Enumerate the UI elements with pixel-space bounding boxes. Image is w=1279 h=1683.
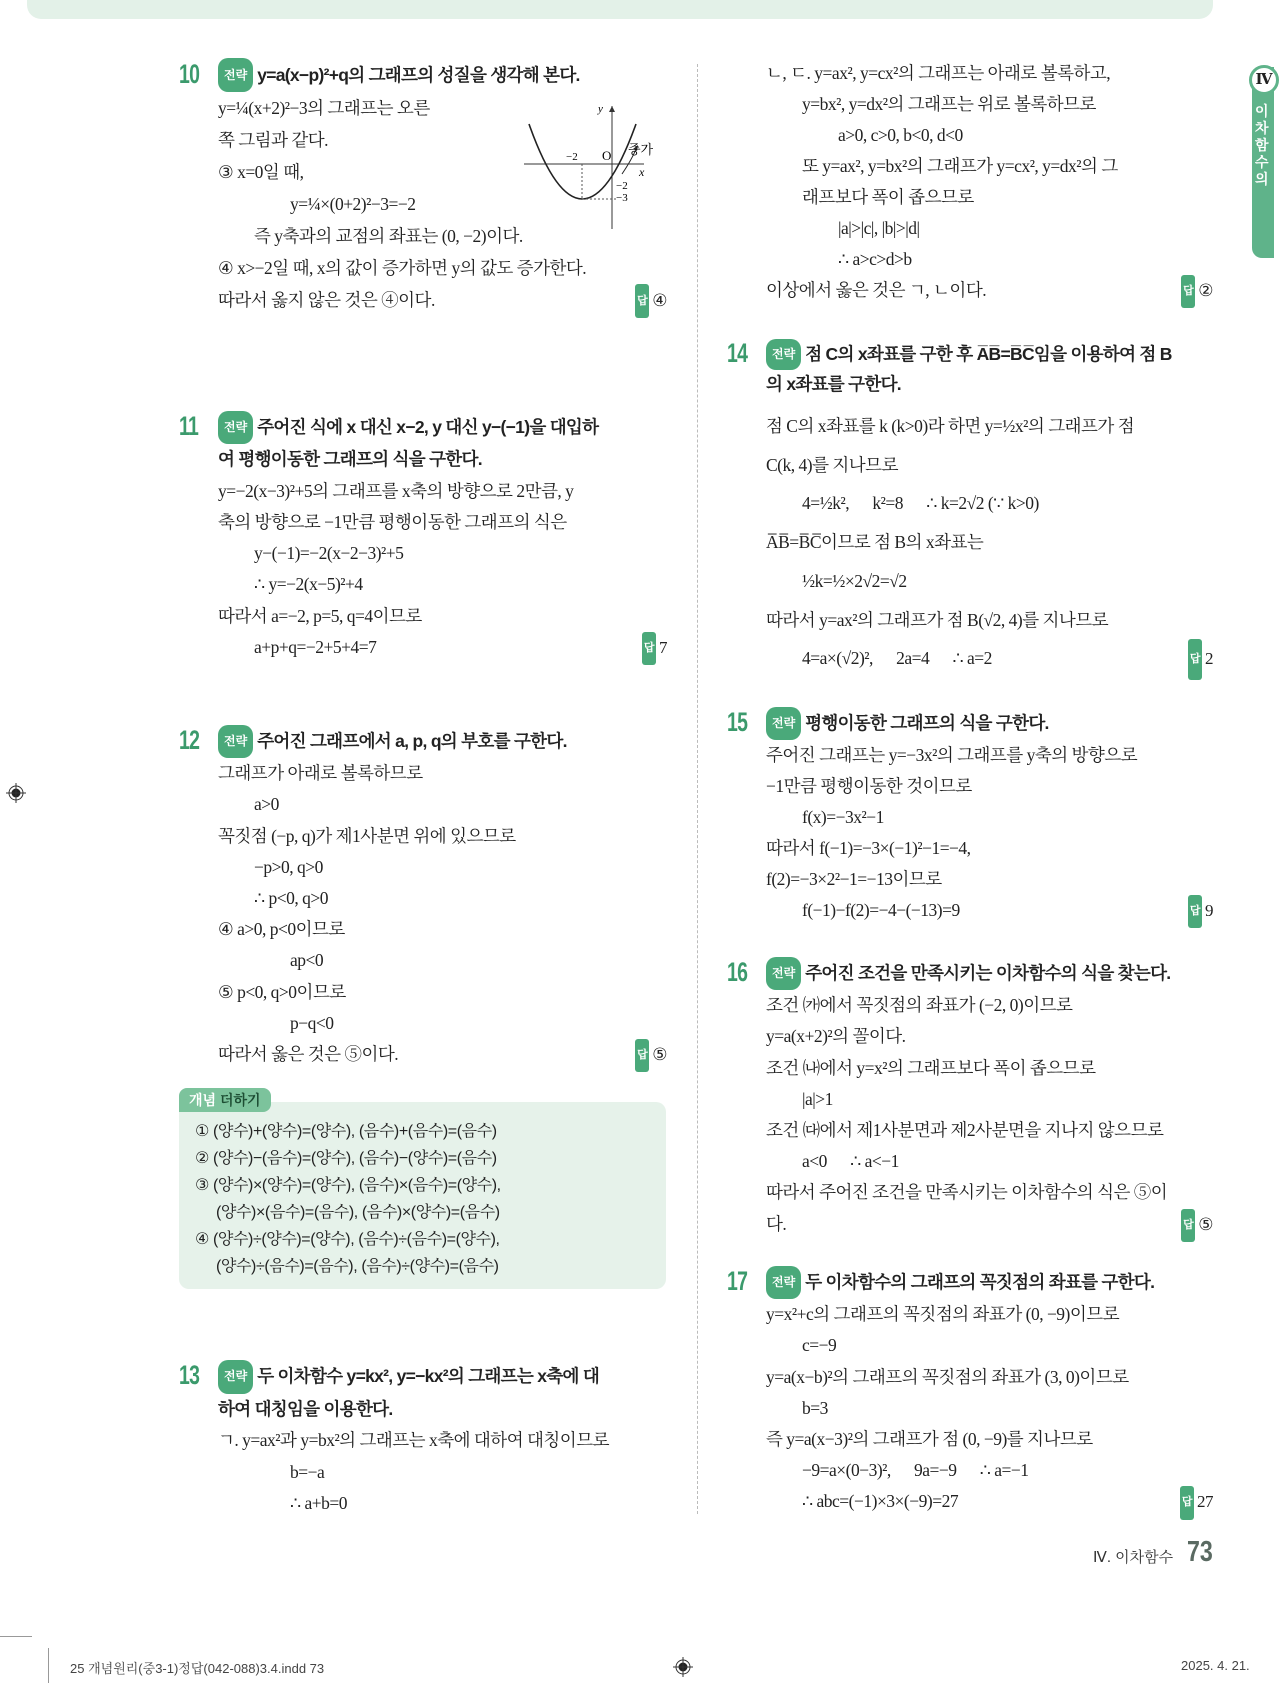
registration-mark-icon bbox=[673, 1657, 693, 1677]
solution-line bbox=[179, 252, 667, 284]
strategy-badge: 전략 bbox=[218, 1360, 253, 1394]
line-text: 축의 방향으로 −1만큼 평행이동한 그래프의 식은 bbox=[218, 511, 567, 532]
answer-icon: 답 bbox=[1188, 639, 1202, 680]
line-text: ㄱ. y=ax²과 y=bx²의 그래프는 x축에 대하여 대칭이므로 bbox=[218, 1430, 610, 1450]
solution-14-header bbox=[727, 339, 1213, 399]
line-text: ④ a>0, p<0이므로 bbox=[218, 919, 345, 940]
solution-line bbox=[179, 883, 667, 914]
line-text: 점 C의 x좌표를 구한 후 A̅B̅=B̅C̅임을 이용하여 점 B bbox=[805, 344, 1172, 364]
line-text: ∴ a>c>d>b bbox=[838, 249, 912, 269]
line-text: a+p+q=−2+5+4=7 bbox=[254, 637, 377, 658]
line-text: a<0 ∴ a<−1 bbox=[802, 1151, 899, 1172]
line-text: 주어진 조건을 만족시키는 이차함수의 식을 찾는다. bbox=[805, 963, 1171, 983]
strategy-badge: 전략 bbox=[218, 725, 253, 758]
solution-line bbox=[179, 1488, 667, 1520]
solution-line bbox=[727, 1424, 1213, 1455]
parabola-graph-10 bbox=[524, 104, 674, 254]
solution-line bbox=[727, 802, 1213, 833]
problem-number: 10 bbox=[179, 59, 200, 89]
line-text: ∴ a+b=0 bbox=[290, 1493, 348, 1513]
concept-line: ③ (양수)×(양수)=(양수), (음수)×(음수)=(양수), bbox=[195, 1177, 501, 1194]
answer-icon: 답 bbox=[642, 632, 656, 665]
solution-line bbox=[179, 821, 667, 852]
line-text: f(2)=−3×2²−1=−13이므로 bbox=[766, 869, 942, 889]
concept-tab-label2: 더하기 bbox=[219, 1092, 261, 1108]
line-text: 조건 ㈏에서 y=x²의 그래프보다 폭이 좁으므로 bbox=[766, 1057, 1096, 1078]
line-text: 의 x좌표를 구한다. bbox=[766, 374, 901, 394]
line-text: 두 이차함수 y=kx², y=−kx²의 그래프는 x축에 대 bbox=[257, 1366, 600, 1386]
solution-line bbox=[727, 1146, 1213, 1177]
line-text: ㄴ, ㄷ. y=ax², y=cx²의 그래프는 아래로 볼록하고, bbox=[766, 63, 1111, 83]
solution-line bbox=[727, 523, 1213, 562]
answer-value: ② bbox=[1198, 281, 1213, 300]
increase-label: 증가 bbox=[628, 142, 654, 157]
line-text: C(k, 4)를 지나므로 bbox=[766, 454, 898, 475]
solution-line bbox=[727, 1021, 1213, 1052]
answer-icon: 답 bbox=[635, 1039, 649, 1072]
solution-line bbox=[179, 632, 667, 663]
line-text: b=3 bbox=[802, 1397, 828, 1418]
line-text: 래프보다 폭이 좁으므로 bbox=[802, 187, 974, 207]
line-text: 즉 y=a(x−3)²의 그래프가 점 (0, −9)를 지나므로 bbox=[766, 1429, 1093, 1450]
solution-line bbox=[727, 1455, 1213, 1486]
concept-line: ① (양수)+(양수)=(양수), (음수)+(음수)=(음수) bbox=[195, 1123, 497, 1140]
crop-mark bbox=[0, 1636, 32, 1637]
concept-tab-label1: 개념 bbox=[189, 1092, 217, 1108]
line-text: 4=a×(√2)², 2a=4 ∴ a=2 bbox=[802, 648, 992, 669]
line-text: f(−1)−f(2)=−4−(−13)=9 bbox=[802, 900, 960, 920]
line-text: −p>0, q>0 bbox=[254, 856, 323, 877]
strategy-badge: 전략 bbox=[218, 58, 253, 92]
line-text: y=a(x−p)²+q의 그래프의 성질을 생각해 본다. bbox=[257, 65, 580, 85]
line-text: y=¼(x+2)²−3의 그래프는 오른 bbox=[218, 98, 430, 118]
solution-line bbox=[727, 120, 1213, 151]
line-text: 조건 ㈎에서 꼭짓점의 좌표가 (−2, 0)이므로 bbox=[766, 995, 1073, 1016]
chapter-numeral: Ⅳ bbox=[1249, 65, 1279, 95]
solution-line bbox=[179, 569, 667, 600]
line-text: ⑤ p<0, q>0이므로 bbox=[218, 981, 346, 1002]
line-text: f(x)=−3x²−1 bbox=[802, 807, 884, 827]
line-text: |a|>|c|, |b|>|d| bbox=[838, 218, 920, 238]
solution-line bbox=[727, 484, 1213, 523]
solution-line bbox=[727, 1115, 1213, 1146]
line-text: −9=a×(0−3)², 9a=−9 ∴ a=−1 bbox=[802, 1460, 1029, 1481]
line-text: 따라서 a=−2, p=5, q=4이므로 bbox=[218, 605, 422, 626]
strategy-line bbox=[727, 339, 1213, 370]
page-number: 73 bbox=[1187, 1536, 1213, 1568]
line-text: |a|>1 bbox=[802, 1088, 833, 1109]
solution-line bbox=[727, 1209, 1213, 1240]
strategy-line bbox=[727, 370, 1213, 399]
problem-number: 15 bbox=[727, 707, 748, 737]
solution-line bbox=[727, 182, 1213, 213]
answer-value: 7 bbox=[659, 638, 667, 658]
concept-line: ② (양수)−(음수)=(양수), (음수)−(양수)=(음수) bbox=[195, 1150, 497, 1167]
solution-17 bbox=[727, 1266, 1213, 1518]
solution-line bbox=[727, 446, 1213, 485]
print-slug-date: 2025. 4. 21. bbox=[1181, 1658, 1250, 1673]
line-text: 주어진 그래프는 y=−3x²의 그래프를 y축의 방향으로 bbox=[766, 745, 1138, 765]
solution-12 bbox=[179, 725, 667, 1070]
solution-line bbox=[727, 275, 1213, 306]
line-text: ∴ y=−2(x−5)²+4 bbox=[254, 574, 363, 595]
line-text: ∴ p<0, q>0 bbox=[254, 888, 328, 909]
solution-line bbox=[727, 771, 1213, 802]
line-text: 다. bbox=[766, 1213, 787, 1234]
solution-line bbox=[179, 1425, 667, 1457]
strategy-line bbox=[727, 1266, 1213, 1299]
problem-number: 13 bbox=[179, 1360, 200, 1390]
answer-icon: 답 bbox=[1181, 275, 1195, 308]
answer bbox=[1181, 1209, 1213, 1242]
line-text: A̅B̅=B̅C̅이므로 점 B의 x좌표는 bbox=[766, 532, 984, 553]
line-text: a>0 bbox=[254, 794, 279, 815]
top-header-bar bbox=[27, 0, 1213, 19]
solution-line bbox=[179, 914, 667, 945]
solution-line bbox=[179, 977, 667, 1008]
solution-line bbox=[179, 1457, 667, 1489]
line-text: 여 평행이동한 그래프의 식을 구한다. bbox=[218, 449, 482, 470]
strategy-line bbox=[179, 411, 667, 444]
strategy-line bbox=[727, 957, 1213, 990]
line-text: −1만큼 평행이동한 것이므로 bbox=[766, 776, 972, 796]
answer-icon: 답 bbox=[1181, 1209, 1195, 1242]
answer-icon: 답 bbox=[635, 284, 649, 318]
concept-plus-box bbox=[179, 1088, 666, 1289]
problem-number: 12 bbox=[179, 725, 200, 755]
origin-label: O bbox=[602, 148, 612, 163]
solution-line bbox=[727, 1393, 1213, 1424]
solution-line bbox=[727, 833, 1213, 864]
x-tick: −2 bbox=[566, 151, 578, 163]
answer-icon: 답 bbox=[1188, 895, 1202, 928]
strategy-badge: 전략 bbox=[766, 957, 801, 990]
y-tick-minus2: −2 bbox=[616, 180, 628, 192]
strategy-line bbox=[179, 1360, 667, 1394]
y-axis-arrow-icon bbox=[609, 106, 615, 112]
solution-line bbox=[727, 89, 1213, 120]
solution-line bbox=[727, 864, 1213, 895]
solution-line bbox=[727, 895, 1213, 926]
problem-number: 17 bbox=[727, 1266, 748, 1296]
answer-value: 2 bbox=[1205, 649, 1213, 669]
solution-line bbox=[727, 562, 1213, 601]
chapter-label: 이차함수의 bbox=[1255, 103, 1269, 187]
solution-line bbox=[179, 1008, 667, 1039]
concept-line: (양수)÷(음수)=(음수), (음수)÷(양수)=(음수) bbox=[216, 1258, 499, 1275]
solution-14 bbox=[727, 407, 1213, 678]
line-text: ∴ abc=(−1)×3×(−9)=27 bbox=[802, 1491, 959, 1512]
registration-mark-icon bbox=[6, 783, 26, 803]
line-text: 조건 ㈐에서 제1사분면과 제2사분면을 지나지 않으므로 bbox=[766, 1120, 1164, 1141]
line-text: ③ x=0일 때, bbox=[218, 162, 304, 182]
solution-line bbox=[727, 151, 1213, 182]
strategy-line bbox=[727, 707, 1213, 740]
line-text: c=−9 bbox=[802, 1335, 837, 1356]
solution-line bbox=[179, 476, 667, 507]
solution-11 bbox=[179, 411, 667, 663]
x-label: x bbox=[639, 165, 645, 179]
solution-line bbox=[727, 1299, 1213, 1330]
solution-line bbox=[179, 284, 667, 316]
strategy-line bbox=[179, 725, 667, 758]
line-text: p−q<0 bbox=[290, 1012, 334, 1033]
solution-line bbox=[727, 639, 1213, 678]
problem-number: 16 bbox=[727, 957, 748, 987]
line-text: a>0, c>0, b<0, d<0 bbox=[838, 125, 963, 145]
answer-value: ⑤ bbox=[652, 1045, 667, 1065]
solution-line bbox=[727, 990, 1213, 1021]
problem-number: 11 bbox=[179, 411, 199, 441]
answer-value: 9 bbox=[1205, 901, 1213, 920]
line-text: 이상에서 옳은 것은 ㄱ, ㄴ이다. bbox=[766, 280, 987, 300]
line-text: 주어진 식에 x 대신 x−2, y 대신 y−(−1)을 대입하 bbox=[257, 417, 599, 437]
line-text: 따라서 y=ax²의 그래프가 점 B(√2, 4)를 지나므로 bbox=[766, 609, 1109, 630]
line-text: y=¼×(0+2)²−3=−2 bbox=[290, 194, 416, 214]
line-text: 또 y=ax², y=bx²의 그래프가 y=cx², y=dx²의 그 bbox=[802, 156, 1118, 176]
answer bbox=[1188, 639, 1213, 680]
line-text: 즉 y축과의 교점의 좌표는 (0, −2)이다. bbox=[254, 226, 523, 246]
line-text: 따라서 옳지 않은 것은 ④이다. bbox=[218, 290, 435, 310]
line-text: y=a(x−b)²의 그래프의 꼭짓점의 좌표가 (3, 0)이므로 bbox=[766, 1366, 1129, 1387]
strategy-badge: 전략 bbox=[766, 707, 801, 740]
strategy-badge: 전략 bbox=[766, 339, 801, 370]
line-text: y=bx², y=dx²의 그래프는 위로 볼록하므로 bbox=[802, 94, 1096, 114]
line-text: ap<0 bbox=[290, 950, 324, 971]
chapter-side-tab bbox=[1252, 67, 1274, 258]
column-divider bbox=[697, 64, 698, 1514]
solution-line bbox=[727, 1330, 1213, 1361]
solution-line bbox=[179, 789, 667, 820]
solution-line bbox=[727, 1084, 1213, 1115]
answer-value: 27 bbox=[1197, 1492, 1213, 1512]
crop-mark bbox=[48, 1648, 49, 1683]
strategy-line bbox=[179, 1394, 667, 1426]
solution-line bbox=[727, 213, 1213, 244]
answer bbox=[635, 284, 667, 318]
solution-line bbox=[727, 244, 1213, 275]
concept-lines bbox=[195, 1118, 501, 1280]
y-tick-minus3: −3 bbox=[616, 192, 628, 204]
line-text: 두 이차함수의 그래프의 꼭짓점의 좌표를 구한다. bbox=[805, 1272, 1155, 1292]
solution-line bbox=[179, 1039, 667, 1070]
solution-line bbox=[179, 538, 667, 569]
line-text: y=−2(x−3)²+5의 그래프를 x축의 방향으로 2만큼, y bbox=[218, 480, 574, 501]
solution-13-continued bbox=[727, 58, 1213, 306]
solution-13 bbox=[179, 1360, 667, 1520]
strategy-line bbox=[179, 444, 667, 475]
answer bbox=[642, 632, 667, 665]
line-text: 쪽 그림과 같다. bbox=[218, 130, 329, 150]
line-text: 평행이동한 그래프의 식을 구한다. bbox=[805, 713, 1049, 733]
solution-line bbox=[727, 740, 1213, 771]
line-text: y−(−1)=−2(x−2−3)²+5 bbox=[254, 543, 404, 564]
concept-line: (양수)×(음수)=(음수), (음수)×(양수)=(음수) bbox=[216, 1204, 500, 1221]
print-slug-file: 25 개념원리(중3-1)정답(042-088)3.4.indd 73 bbox=[70, 1661, 325, 1676]
solution-line bbox=[727, 1053, 1213, 1084]
answer-value: ④ bbox=[652, 291, 667, 310]
line-text: 점 C의 x좌표를 k (k>0)라 하면 y=½x²의 그래프가 점 bbox=[766, 416, 1135, 436]
solution-line bbox=[727, 1177, 1213, 1208]
answer-icon: 답 bbox=[1180, 1486, 1194, 1519]
answer bbox=[1188, 895, 1213, 928]
line-text: ④ x>−2일 때, x의 값이 증가하면 y의 값도 증가한다. bbox=[218, 258, 587, 278]
answer bbox=[635, 1039, 667, 1072]
answer bbox=[1180, 1486, 1213, 1519]
answer-value: ⑤ bbox=[1198, 1214, 1213, 1234]
line-text: 4=½k², k²=8 ∴ k=2√2 (∵ k>0) bbox=[802, 493, 1039, 514]
solution-line bbox=[727, 601, 1213, 640]
solution-line bbox=[727, 58, 1213, 89]
line-text: b=−a bbox=[290, 1461, 325, 1482]
strategy-badge: 전략 bbox=[218, 411, 253, 444]
line-text: 따라서 주어진 조건을 만족시키는 이차함수의 식은 ⑤이 bbox=[766, 1182, 1168, 1203]
concept-tab bbox=[179, 1088, 271, 1112]
line-text: 하여 대칭임을 이용한다. bbox=[218, 1398, 393, 1419]
solution-line bbox=[179, 601, 667, 632]
line-text: 따라서 옳은 것은 ⑤이다. bbox=[218, 1044, 399, 1065]
solution-line bbox=[727, 1486, 1213, 1517]
solution-line bbox=[179, 945, 667, 976]
solution-16 bbox=[727, 957, 1213, 1240]
footer-section: Ⅳ. 이차함수 bbox=[1093, 1549, 1174, 1566]
line-text: y=x²+c의 그래프의 꼭짓점의 좌표가 (0, −9)이므로 bbox=[766, 1304, 1120, 1325]
solution-line bbox=[179, 507, 667, 538]
strategy-line bbox=[179, 58, 667, 92]
solution-line bbox=[179, 852, 667, 883]
solution-line bbox=[727, 1362, 1213, 1393]
line-text: 꼭짓점 (−p, q)가 제1사분면 위에 있으므로 bbox=[218, 825, 516, 846]
line-text: ½k=½×2√2=√2 bbox=[802, 570, 907, 591]
strategy-badge: 전략 bbox=[766, 1266, 801, 1299]
line-text: y=a(x+2)²의 꼴이다. bbox=[766, 1026, 906, 1047]
y-label: y bbox=[598, 103, 603, 115]
line-text: 그래프가 아래로 볼록하므로 bbox=[218, 763, 423, 784]
line-text: 주어진 그래프에서 a, p, q의 부호를 구한다. bbox=[257, 731, 567, 751]
problem-number: 14 bbox=[727, 338, 748, 368]
solution-line bbox=[179, 758, 667, 789]
concept-line: ④ (양수)÷(양수)=(양수), (음수)÷(음수)=(양수), bbox=[195, 1231, 500, 1248]
solution-line bbox=[727, 407, 1213, 446]
solution-15 bbox=[727, 707, 1213, 926]
line-text: 따라서 f(−1)=−3×(−1)²−1=−4, bbox=[766, 838, 971, 858]
answer bbox=[1181, 275, 1213, 308]
